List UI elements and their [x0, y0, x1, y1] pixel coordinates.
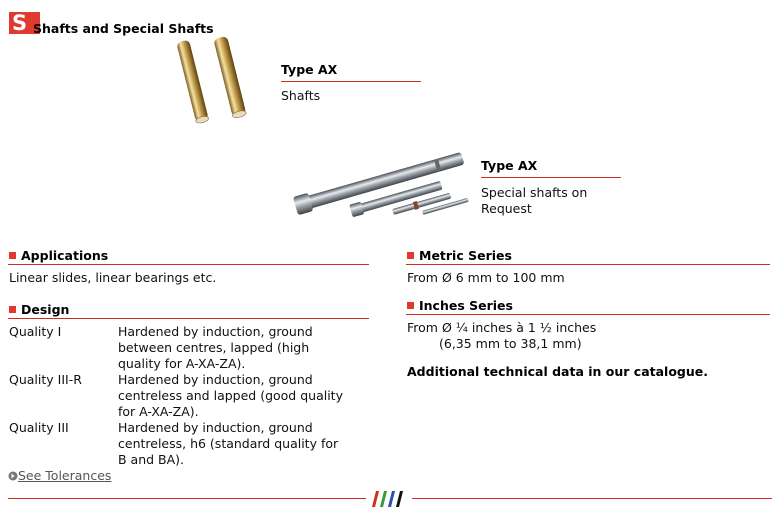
page-title: Shafts and Special Shafts: [33, 21, 214, 36]
bullet-square-icon: [9, 306, 16, 313]
bullet-square-icon: [407, 252, 414, 259]
inches-series-line1: From Ø ¼ inches à 1 ½ inches: [407, 320, 597, 335]
product-2-divider: [481, 177, 621, 178]
metric-divider: [406, 264, 770, 265]
applications-heading: [9, 248, 108, 263]
quality-line: Hardened by induction, ground: [118, 324, 313, 339]
applications-divider: [8, 264, 369, 265]
special-shafts-image: [288, 142, 470, 222]
brand-logo-s: S: [9, 12, 40, 34]
quality-line: quality for A-XA-ZA).: [118, 356, 246, 371]
quality-line: B and BA).: [118, 452, 185, 467]
product-2-description-line1: Special shafts on: [481, 185, 588, 200]
design-divider: [8, 318, 369, 319]
arrow-circle-icon: [8, 471, 18, 481]
quality-line: Hardened by induction, ground: [118, 420, 313, 435]
applications-text: Linear slides, linear bearings etc.: [9, 270, 217, 285]
gold-shafts-image: [162, 36, 272, 128]
quality-line: Hardened by induction, ground: [118, 372, 313, 387]
inches-series-heading: [407, 298, 513, 313]
color-stripes-icon: [366, 489, 412, 509]
metric-series-heading-label: Metric Series: [419, 248, 512, 263]
see-tolerances-link[interactable]: [8, 468, 111, 483]
design-heading-label: Design: [21, 302, 70, 317]
product-2-description-line2: Request: [481, 201, 532, 216]
product-1-divider: [281, 81, 421, 82]
quality-description: [118, 420, 358, 468]
quality-line: centreless, h6 (standard quality for: [118, 436, 339, 451]
metric-series-heading: [407, 248, 512, 263]
quality-line: for A-XA-ZA).: [118, 404, 199, 419]
quality-description: [118, 372, 358, 420]
product-type-ax-1: Type AX: [281, 62, 338, 77]
bullet-square-icon: [407, 302, 414, 309]
quality-name: Quality III-R: [9, 372, 82, 387]
inches-divider: [406, 314, 770, 315]
catalogue-note: Additional technical data in our catalogue.: [407, 364, 708, 379]
quality-line: between centres, lapped (high: [118, 340, 310, 355]
quality-name: Quality III: [9, 420, 69, 435]
product-1-description: Shafts: [281, 88, 321, 103]
inches-series-heading-label: Inches Series: [419, 298, 513, 313]
quality-description: [118, 324, 358, 372]
product-type-ax-2: Type AX: [481, 158, 538, 173]
see-tolerances-label[interactable]: See Tolerances: [18, 468, 112, 483]
quality-line: centreless and lapped (good quality: [118, 388, 343, 403]
quality-name: Quality I: [9, 324, 62, 339]
design-heading: [9, 302, 69, 317]
bullet-square-icon: [9, 252, 16, 259]
applications-heading-label: Applications: [21, 248, 109, 263]
inches-series-line2: (6,35 mm to 38,1 mm): [439, 336, 582, 351]
metric-series-text: From Ø 6 mm to 100 mm: [407, 270, 565, 285]
